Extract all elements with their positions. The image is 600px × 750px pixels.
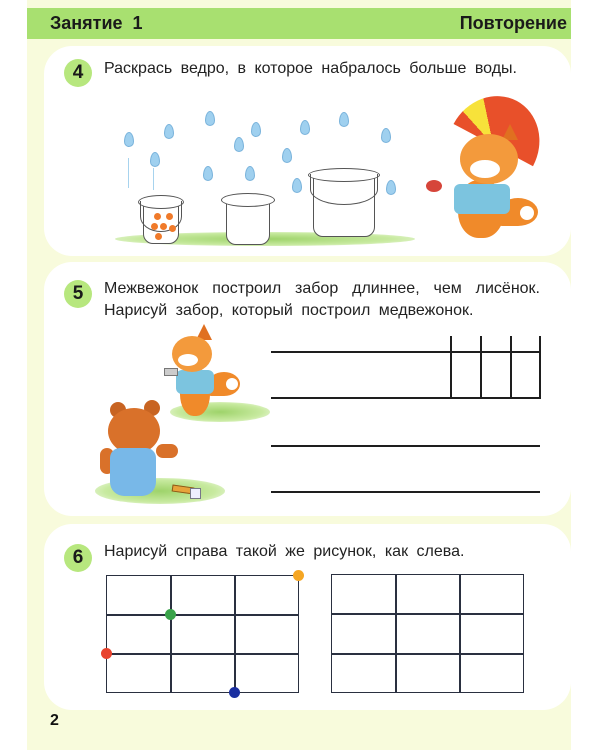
drawing-grid[interactable]	[331, 574, 524, 693]
page-number: 2	[50, 712, 59, 729]
blue-point	[229, 687, 240, 698]
exercise-5-number: 5	[64, 280, 92, 308]
sample-grid	[106, 575, 299, 693]
red-point	[101, 648, 112, 659]
exercise-6-text: Нарисуй справа такой же рисунок, как слева.	[104, 543, 465, 560]
exercise-4-text: Раскрась ведро, в которое набралось больше воды.	[104, 60, 517, 77]
large-bucket[interactable]	[313, 175, 375, 237]
medium-bucket[interactable]	[226, 200, 270, 245]
lesson-title: Занятие 1	[50, 13, 143, 33]
fox-with-umbrella-illustration	[420, 88, 560, 248]
exercise-6-number: 6	[64, 544, 92, 572]
exercise-4-number: 4	[64, 59, 92, 87]
exercise-5-text: Межвежонок построил забор длиннее, чем лисёнок. Нарисуй забор, который построил медвежонок.	[104, 280, 540, 319]
small-bucket[interactable]	[143, 202, 179, 244]
section-title: Повторение	[459, 13, 567, 33]
orange-point	[293, 570, 304, 581]
green-point	[165, 609, 176, 620]
